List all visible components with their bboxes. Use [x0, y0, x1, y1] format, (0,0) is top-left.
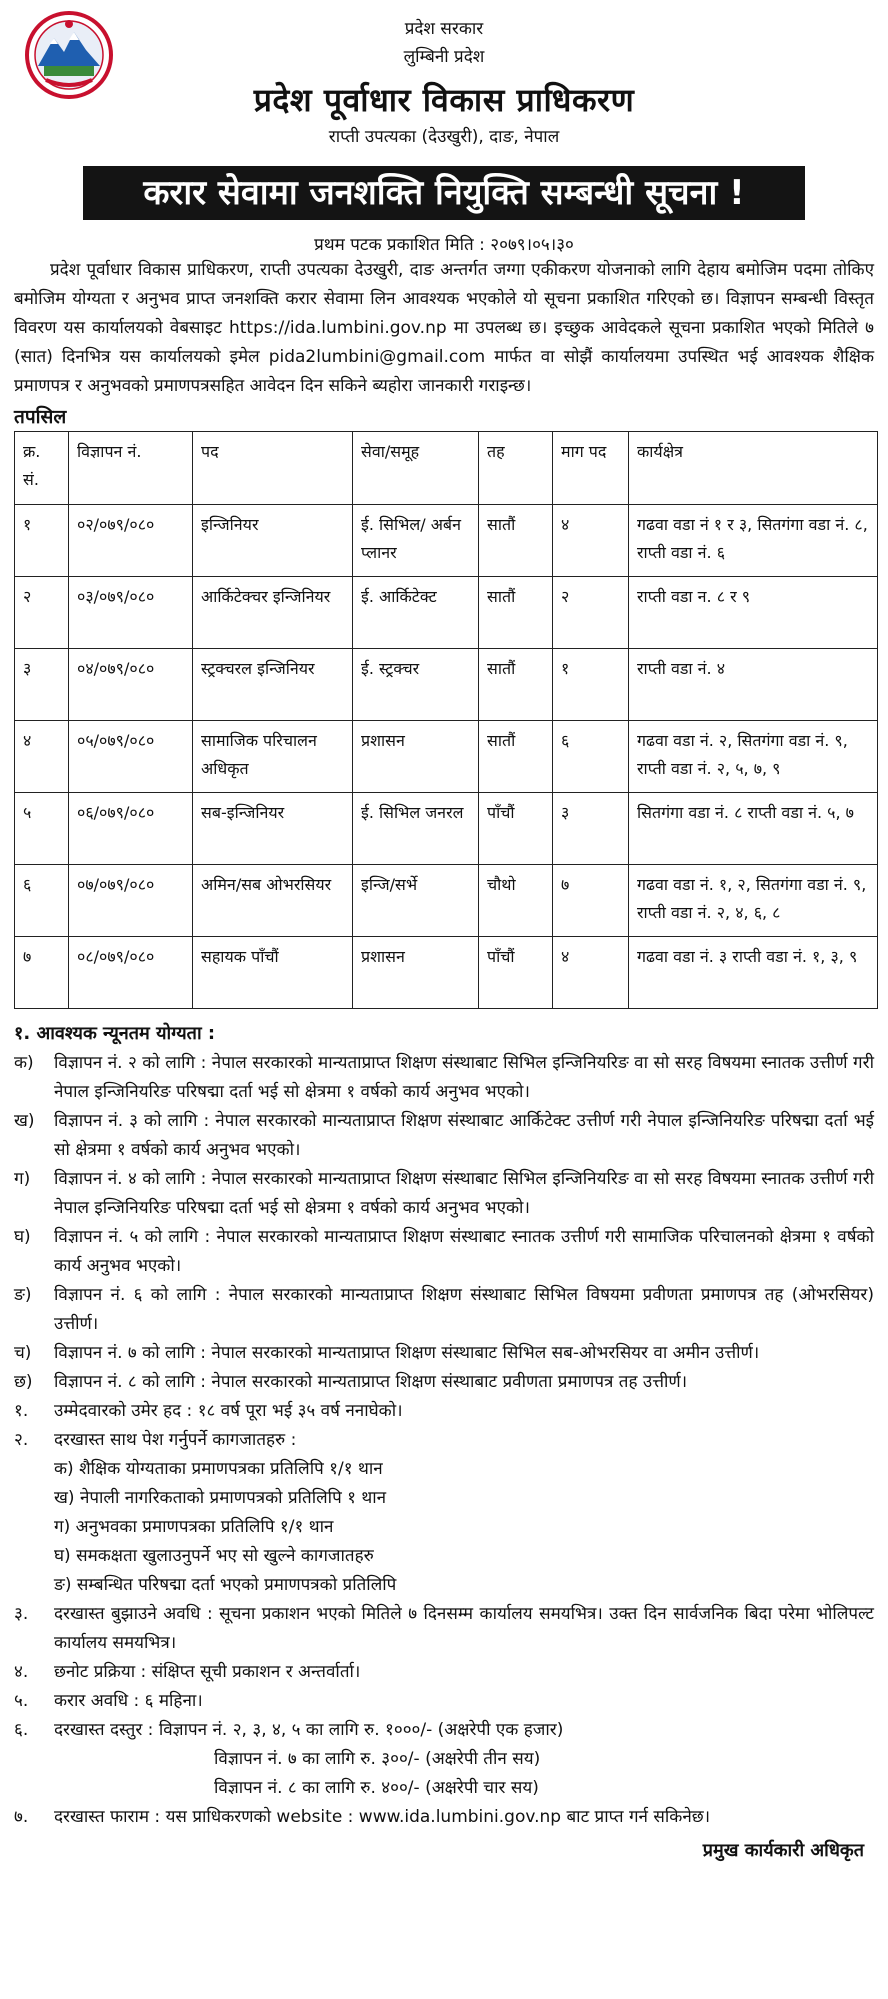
cell: ०५/०७९/०८० [69, 721, 193, 793]
table-header-row [15, 432, 878, 505]
item-marker: ख) [14, 1111, 35, 1131]
cell: ७ [15, 937, 69, 1009]
col-demand: माग पद [553, 432, 629, 505]
fee-line: विज्ञापन नं. ८ का लागि रु. ४००/- (अक्षरेपी चार सय) [214, 1778, 539, 1798]
item-marker: ६. [14, 1720, 29, 1740]
list-item [14, 1223, 874, 1281]
item-marker: च) [14, 1343, 32, 1363]
cell: चौथो [479, 865, 553, 937]
cell: २ [553, 577, 629, 649]
cell: गढवा वडा नं. २, सितगंगा वडा नं. ९, राप्ती वडा नं. २, ५, ७, ९ [629, 721, 878, 793]
intro-paragraph [10, 256, 878, 401]
item-text: विज्ञापन नं. ८ को लागि : नेपाल सरकारको मान्यताप्राप्त शिक्षण संस्थाबाट प्रवीणता प्रमाणपत्र तह उत्तीर्ण। [54, 1372, 688, 1392]
documents-list [14, 1455, 874, 1600]
cell: राप्ती वडा न. ८ र ९ [629, 577, 878, 649]
list-item: ग) अनुभवका प्रमाणपत्रका प्रतिलिपि १/१ थान [54, 1517, 334, 1537]
cell: ०६/०७९/०८० [69, 793, 193, 865]
documents-heading [14, 1426, 874, 1455]
cell: सातौं [479, 721, 553, 793]
province-label: लुम्बिनी प्रदेश [403, 47, 485, 67]
cell: ४ [553, 505, 629, 577]
cell: सहायक पाँचौं [193, 937, 353, 1009]
item-marker: ३. [14, 1604, 29, 1624]
list-item [14, 1107, 874, 1165]
cell: ६ [553, 721, 629, 793]
cell: ई. स्ट्रक्चर [353, 649, 479, 721]
form-rule [14, 1803, 874, 1832]
item-text: विज्ञापन नं. ३ को लागि : नेपाल सरकारको मान्यताप्राप्त शिक्षण संस्थाबाट आर्किटेक्ट उत्तीर्ण गरी नेपाल इन्जिनियरिङ परिषद्मा दर्ता भई सो क्षेत्रमा १ वर्षको कार्य अनुभव भएको। [54, 1111, 874, 1160]
cell: इन्जिनियर [193, 505, 353, 577]
fee-rule [14, 1716, 874, 1803]
col-post: पद [193, 432, 353, 505]
item-text: विज्ञापन नं. ४ को लागि : नेपाल सरकारको मान्यताप्राप्त शिक्षण संस्थाबाट सिभिल इन्जिनियरिङ वा सो सरह विषयमा स्नातक उत्तीर्ण गरी नेपाल इन्जिनियरिङ परिषद्मा दर्ता भई सो क्षेत्रमा १ वर्षको कार्य अनुभव भएको। [54, 1169, 874, 1218]
list-item: ख) नेपाली नागरिकताको प्रमाणपत्रको प्रतिलिपि १ थान [54, 1488, 387, 1508]
cell: सातौं [479, 505, 553, 577]
fee-line: विज्ञापन नं. ७ का लागि रु. ३००/- (अक्षरेपी तीन सय) [214, 1749, 541, 1769]
table-row [15, 937, 878, 1009]
table-row [15, 649, 878, 721]
cell: सातौं [479, 649, 553, 721]
item-text: छनोट प्रक्रिया : संक्षिप्त सूची प्रकाशन र अन्तर्वार्ता। [54, 1662, 361, 1682]
item-marker: १. [14, 1401, 29, 1421]
cell: प्रशासन [353, 937, 479, 1009]
item-text: विज्ञापन नं. ५ को लागि : नेपाल सरकारको मान्यताप्राप्त शिक्षण संस्थाबाट स्नातक उत्तीर्ण गरी सामाजिक परिचालनको क्षेत्रमा १ वर्षको कार्य अनुभव भएको। [54, 1227, 874, 1276]
table-row [15, 721, 878, 793]
fee-line: दरखास्त दस्तुर : विज्ञापन नं. २, ३, ४, ५ का लागि रु. १०००/- (अक्षरेपी एक हजार) [54, 1720, 564, 1740]
cell: ६ [15, 865, 69, 937]
cell: ३ [553, 793, 629, 865]
item-text: दरखास्त साथ पेश गर्नुपर्ने कागजातहरु : [54, 1430, 297, 1450]
cell: ४ [553, 937, 629, 1009]
item-text: करार अवधि : ६ महिना। [54, 1691, 203, 1711]
item-text: दरखास्त फाराम : यस प्राधिकरणको website : www.ida.lumbini.gov.np बाट प्राप्त गर्न सकिनेछ। [54, 1807, 711, 1827]
table-row [15, 865, 878, 937]
age-rule [14, 1397, 874, 1426]
cell: ०८/०७९/०८० [69, 937, 193, 1009]
authority-title: प्रदेश पूर्वाधार विकास प्राधिकरण [253, 81, 635, 119]
address-label: राप्ती उपत्यका (देउखुरी), दाङ, नेपाल [328, 127, 560, 147]
cell: सातौं [479, 577, 553, 649]
cell: आर्किटेक्चर इन्जिनियर [193, 577, 353, 649]
list-item: घ) समकक्षता खुलाउनुपर्ने भए सो खुल्ने कागजातहरु [54, 1546, 374, 1566]
col-service-group: सेवा/समूह [353, 432, 479, 505]
cell: पाँचौं [479, 937, 553, 1009]
table-row [15, 577, 878, 649]
col-work-area: कार्यक्षेत्र [629, 432, 878, 505]
cell: राप्ती वडा नं. ४ [629, 649, 878, 721]
item-marker: ४. [14, 1662, 29, 1682]
selection-rule [14, 1658, 874, 1687]
cell: स्ट्रक्चरल इन्जिनियर [193, 649, 353, 721]
cell: ०२/०७९/०८० [69, 505, 193, 577]
item-text: दरखास्त बुझाउने अवधि : सूचना प्रकाशन भएको मितिले ७ दिनसम्म कार्यालय समयभित्र। उक्त दिन सार्वजनिक बिदा परेमा भोलिपल्ट कार्यालय समयभित्र। [54, 1604, 874, 1653]
government-label: प्रदेश सरकार [404, 19, 484, 39]
list-item [14, 1281, 874, 1339]
notice-banner: करार सेवामा जनशक्ति नियुक्ति सम्बन्धी सूचना ! [83, 166, 805, 220]
col-level: तह [479, 432, 553, 505]
item-text: उम्मेदवारको उमेर हद : १८ वर्ष पूरा भई ३५ वर्ष ननाघेको। [54, 1401, 403, 1421]
cell: ई. सिभिल जनरल [353, 793, 479, 865]
cell: अमिन/सब ओभरसियर [193, 865, 353, 937]
list-item: ङ) सम्बन्धित परिषद्मा दर्ता भएको प्रमाणपत्रको प्रतिलिपि [54, 1575, 397, 1595]
cell: ५ [15, 793, 69, 865]
item-marker: ङ) [14, 1285, 32, 1305]
cell: गढवा वडा नं. १, २, सितगंगा वडा नं. ९, राप्ती वडा नं. २, ४, ६, ८ [629, 865, 878, 937]
cell: सब-इन्जिनियर [193, 793, 353, 865]
cell: गढवा वडा नं १ र ३, सितगंगा वडा नं. ८, राप्ती वडा नं. ६ [629, 505, 878, 577]
item-text: विज्ञापन नं. ६ को लागि : नेपाल सरकारको मान्यताप्राप्त शिक्षण संस्थाबाट सिभिल विषयमा प्रवीणता प्रमाणपत्र तह (ओभरसियर) उत्तीर्ण। [54, 1285, 874, 1334]
item-marker: २. [14, 1430, 29, 1450]
cell: २ [15, 577, 69, 649]
cell: प्रशासन [353, 721, 479, 793]
cell: पाँचौं [479, 793, 553, 865]
fee-list [54, 1716, 874, 1803]
col-serial: क्र. सं. [15, 432, 69, 505]
table-row [15, 793, 878, 865]
item-marker: ग) [14, 1169, 31, 1189]
item-text: विज्ञापन नं. ७ को लागि : नेपाल सरकारको मान्यताप्राप्त शिक्षण संस्थाबाट सिभिल सब-ओभरसियर वा अमीन उत्तीर्ण। [54, 1343, 760, 1363]
item-marker: क) [14, 1053, 34, 1073]
cell: ई. आर्किटेक्ट [353, 577, 479, 649]
signature: प्रमुख कार्यकारी अधिकृत [702, 1840, 864, 1861]
vacancy-table [14, 431, 878, 1009]
item-marker: ७. [14, 1807, 29, 1827]
list-item [14, 1049, 874, 1107]
publication-date: प्रथम पटक प्रकाशित मिति : २०७९।०५।३० [314, 235, 574, 255]
cell: सामाजिक परिचालन अधिकृत [193, 721, 353, 793]
cell: ०३/०७९/०८० [69, 577, 193, 649]
list-item [14, 1339, 874, 1368]
item-marker: ५. [14, 1691, 29, 1711]
cell: ०४/०७९/०८० [69, 649, 193, 721]
intro-text: प्रदेश पूर्वाधार विकास प्राधिकरण, राप्ती उपत्यका देउखुरी, दाङ अन्तर्गत जग्गा एकीकरण योजनाको लागि देहाय बमोजिम पदमा तोकिए बमोजिम योग्यता र अनुभव प्राप्त जनशक्ति करार सेवामा लिन आवश्यक भएकोले यो सूचना प्रकाशित गरिएको छ। विज्ञापन सम्बन्धी विस्तृत विवरण यस कार्यालयको वेबसाइट https://ida.lumbini.gov.np मा उपलब्ध छ। इच्छुक आवेदकले सूचना प्रकाशित भएको मितिले ७ (सात) दिनभित्र यस कार्यालयको इमेल pida2lumbini@gmail.com मार्फत वा सोझैं कार्यालयमा उपस्थित भई आवश्यक शैक्षिक प्रमाणपत्र र अनुभवको प्रमाणपत्रसहित आवेदन दिन सकिने ब्यहोरा जानकारी गराइन्छ। [14, 260, 874, 396]
list-item: क) शैक्षिक योग्यताका प्रमाणपत्रका प्रतिलिपि १/१ थान [54, 1459, 383, 1479]
duration-rule [14, 1687, 874, 1716]
cell: १ [553, 649, 629, 721]
cell: सितगंगा वडा नं. ८ राप्ती वडा नं. ५, ७ [629, 793, 878, 865]
list-item [14, 1368, 874, 1397]
table-row [15, 505, 878, 577]
cell: ई. सिभिल/ अर्बन प्लानर [353, 505, 479, 577]
cell: इन्जि/सर्भे [353, 865, 479, 937]
col-ad-number: विज्ञापन नं. [69, 432, 193, 505]
cell: १ [15, 505, 69, 577]
cell: ०७/०७९/०८० [69, 865, 193, 937]
details-heading: तपसिल [14, 406, 67, 428]
header [10, 0, 878, 166]
cell: ३ [15, 649, 69, 721]
item-text: विज्ञापन नं. २ को लागि : नेपाल सरकारको मान्यताप्राप्त शिक्षण संस्थाबाट सिभिल इन्जिनियरिङ वा सो सरह विषयमा स्नातक उत्तीर्ण गरी नेपाल इन्जिनियरिङ परिषद्मा दर्ता भई सो क्षेत्रमा १ वर्षको कार्य अनुभव भएको। [54, 1053, 874, 1102]
item-marker: घ) [14, 1227, 31, 1247]
qualifications-list [10, 1049, 878, 1832]
item-marker: छ) [14, 1372, 33, 1392]
cell: गढवा वडा नं. ३ राप्ती वडा नं. १, ३, ९ [629, 937, 878, 1009]
qualifications-heading: १. आवश्यक न्यूनतम योग्यता : [14, 1023, 216, 1044]
cell: ७ [553, 865, 629, 937]
list-item [14, 1165, 874, 1223]
deadline-rule [14, 1600, 874, 1658]
cell: ४ [15, 721, 69, 793]
